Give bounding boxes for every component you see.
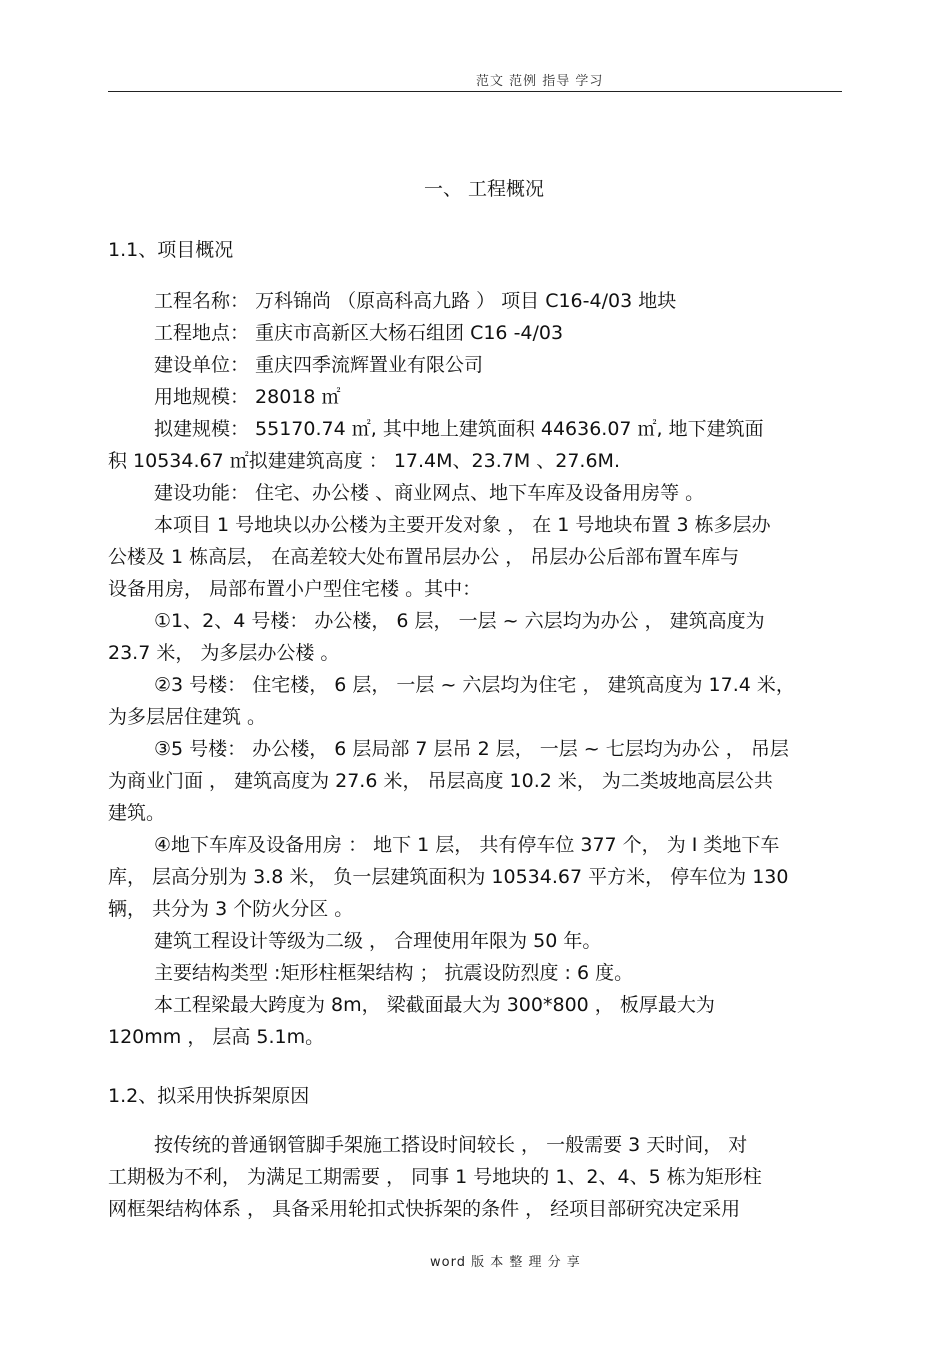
paragraph-line: 按传统的普通钢管脚手架施工搭设时间较长 ， 一般需要 3 天时间， 对 bbox=[154, 1134, 748, 1156]
paragraph-line: 工期极为不利， 为满足工期需要 ， 同事 1 号地块的 1、2、4、5 栋为矩形柱 bbox=[108, 1166, 762, 1188]
paragraph-line: 库， 层高分别为 3.8 米， 负一层建筑面积为 10534.67 平方米， 停车位为 130 bbox=[108, 866, 789, 888]
paragraph-line: 用地规模： 28018 ㎡ bbox=[154, 386, 341, 408]
paragraph-line: 设备用房， 局部布置小户型住宅楼 。其中： bbox=[108, 578, 482, 600]
paragraph-line: ④地下车库及设备用房 ： 地下 1 层， 共有停车位 377 个， 为 I 类地下车 bbox=[154, 834, 780, 856]
paragraph-line: 辆， 共分为 3 个防火分区 。 bbox=[108, 898, 354, 920]
paragraph-line: 拟建规模： 55170.74 ㎡, 其中地上建筑面积 44636.07 ㎡, 地下建筑面 bbox=[154, 418, 764, 440]
paragraph-line: 本项目 1 号地块以办公楼为主要开发对象 ， 在 1 号地块布置 3 栋多层办 bbox=[154, 514, 771, 536]
chapter-title: 一、 工程概况 bbox=[424, 178, 545, 200]
paragraph-line: 建设单位： 重庆四季流辉置业有限公司 bbox=[154, 354, 484, 376]
header-divider bbox=[108, 91, 842, 92]
paragraph-line: 公楼及 1 栋高层， 在高差较大处布置吊层办公 ， 吊层办公后部布置车库与 bbox=[108, 546, 740, 568]
paragraph-line: 建设功能： 住宅、办公楼 、商业网点、地下车库及设备用房等 。 bbox=[154, 482, 705, 504]
paragraph-line: 建筑。 bbox=[108, 802, 166, 824]
paragraph-line: ③5 号楼： 办公楼， 6 层局部 7 层吊 2 层， 一层 ~ 七层均为办公 ， 吊层 bbox=[154, 738, 789, 760]
section-heading-1-2: 1.2、拟采用快拆架原因 bbox=[108, 1085, 310, 1107]
page-footer: word 版 本 整 理 分 享 bbox=[430, 1255, 581, 1270]
paragraph-line: ①1、2、4 号楼： 办公楼， 6 层， 一层 ~ 六层均为办公 ， 建筑高度为 bbox=[154, 610, 765, 632]
paragraph-line: 网框架结构体系 ， 具备采用轮扣式快拆架的条件 ， 经项目部研究决定采用 bbox=[108, 1198, 741, 1220]
section-heading-1-1: 1.1、项目概况 bbox=[108, 239, 234, 261]
paragraph-line: 为多层居住建筑 。 bbox=[108, 706, 267, 728]
paragraph-line: 23.7 米， 为多层办公楼 。 bbox=[108, 642, 340, 664]
paragraph-line: 120mm ， 层高 5.1m。 bbox=[108, 1026, 325, 1048]
paragraph-line: 本工程梁最大跨度为 8m， 梁截面最大为 300*800 ， 板厚最大为 bbox=[154, 994, 715, 1016]
paragraph-line: 主要结构类型 :矩形柱框架结构 ； 抗震设防烈度 : 6 度。 bbox=[154, 962, 634, 984]
page-header: 范文 范例 指导 学习 bbox=[476, 74, 604, 89]
paragraph-line: ②3 号楼： 住宅楼， 6 层， 一层 ~ 六层均为住宅 ， 建筑高度为 17.4 米， bbox=[154, 674, 795, 696]
paragraph-line: 工程名称： 万科锦尚 （原高科高九路 ） 项目 C16-4/03 地块 bbox=[154, 290, 677, 312]
paragraph-line: 工程地点： 重庆市高新区大杨石组团 C16 -4/03 bbox=[154, 322, 564, 344]
paragraph-line: 建筑工程设计等级为二级 ， 合理使用年限为 50 年。 bbox=[154, 930, 602, 952]
paragraph-line: 积 10534.67 ㎡拟建建筑高度 ： 17.4M、23.7M 、27.6M. bbox=[108, 450, 620, 472]
paragraph-line: 为商业门面 ， 建筑高度为 27.6 米， 吊层高度 10.2 米， 为二类坡地高层公共 bbox=[108, 770, 773, 792]
